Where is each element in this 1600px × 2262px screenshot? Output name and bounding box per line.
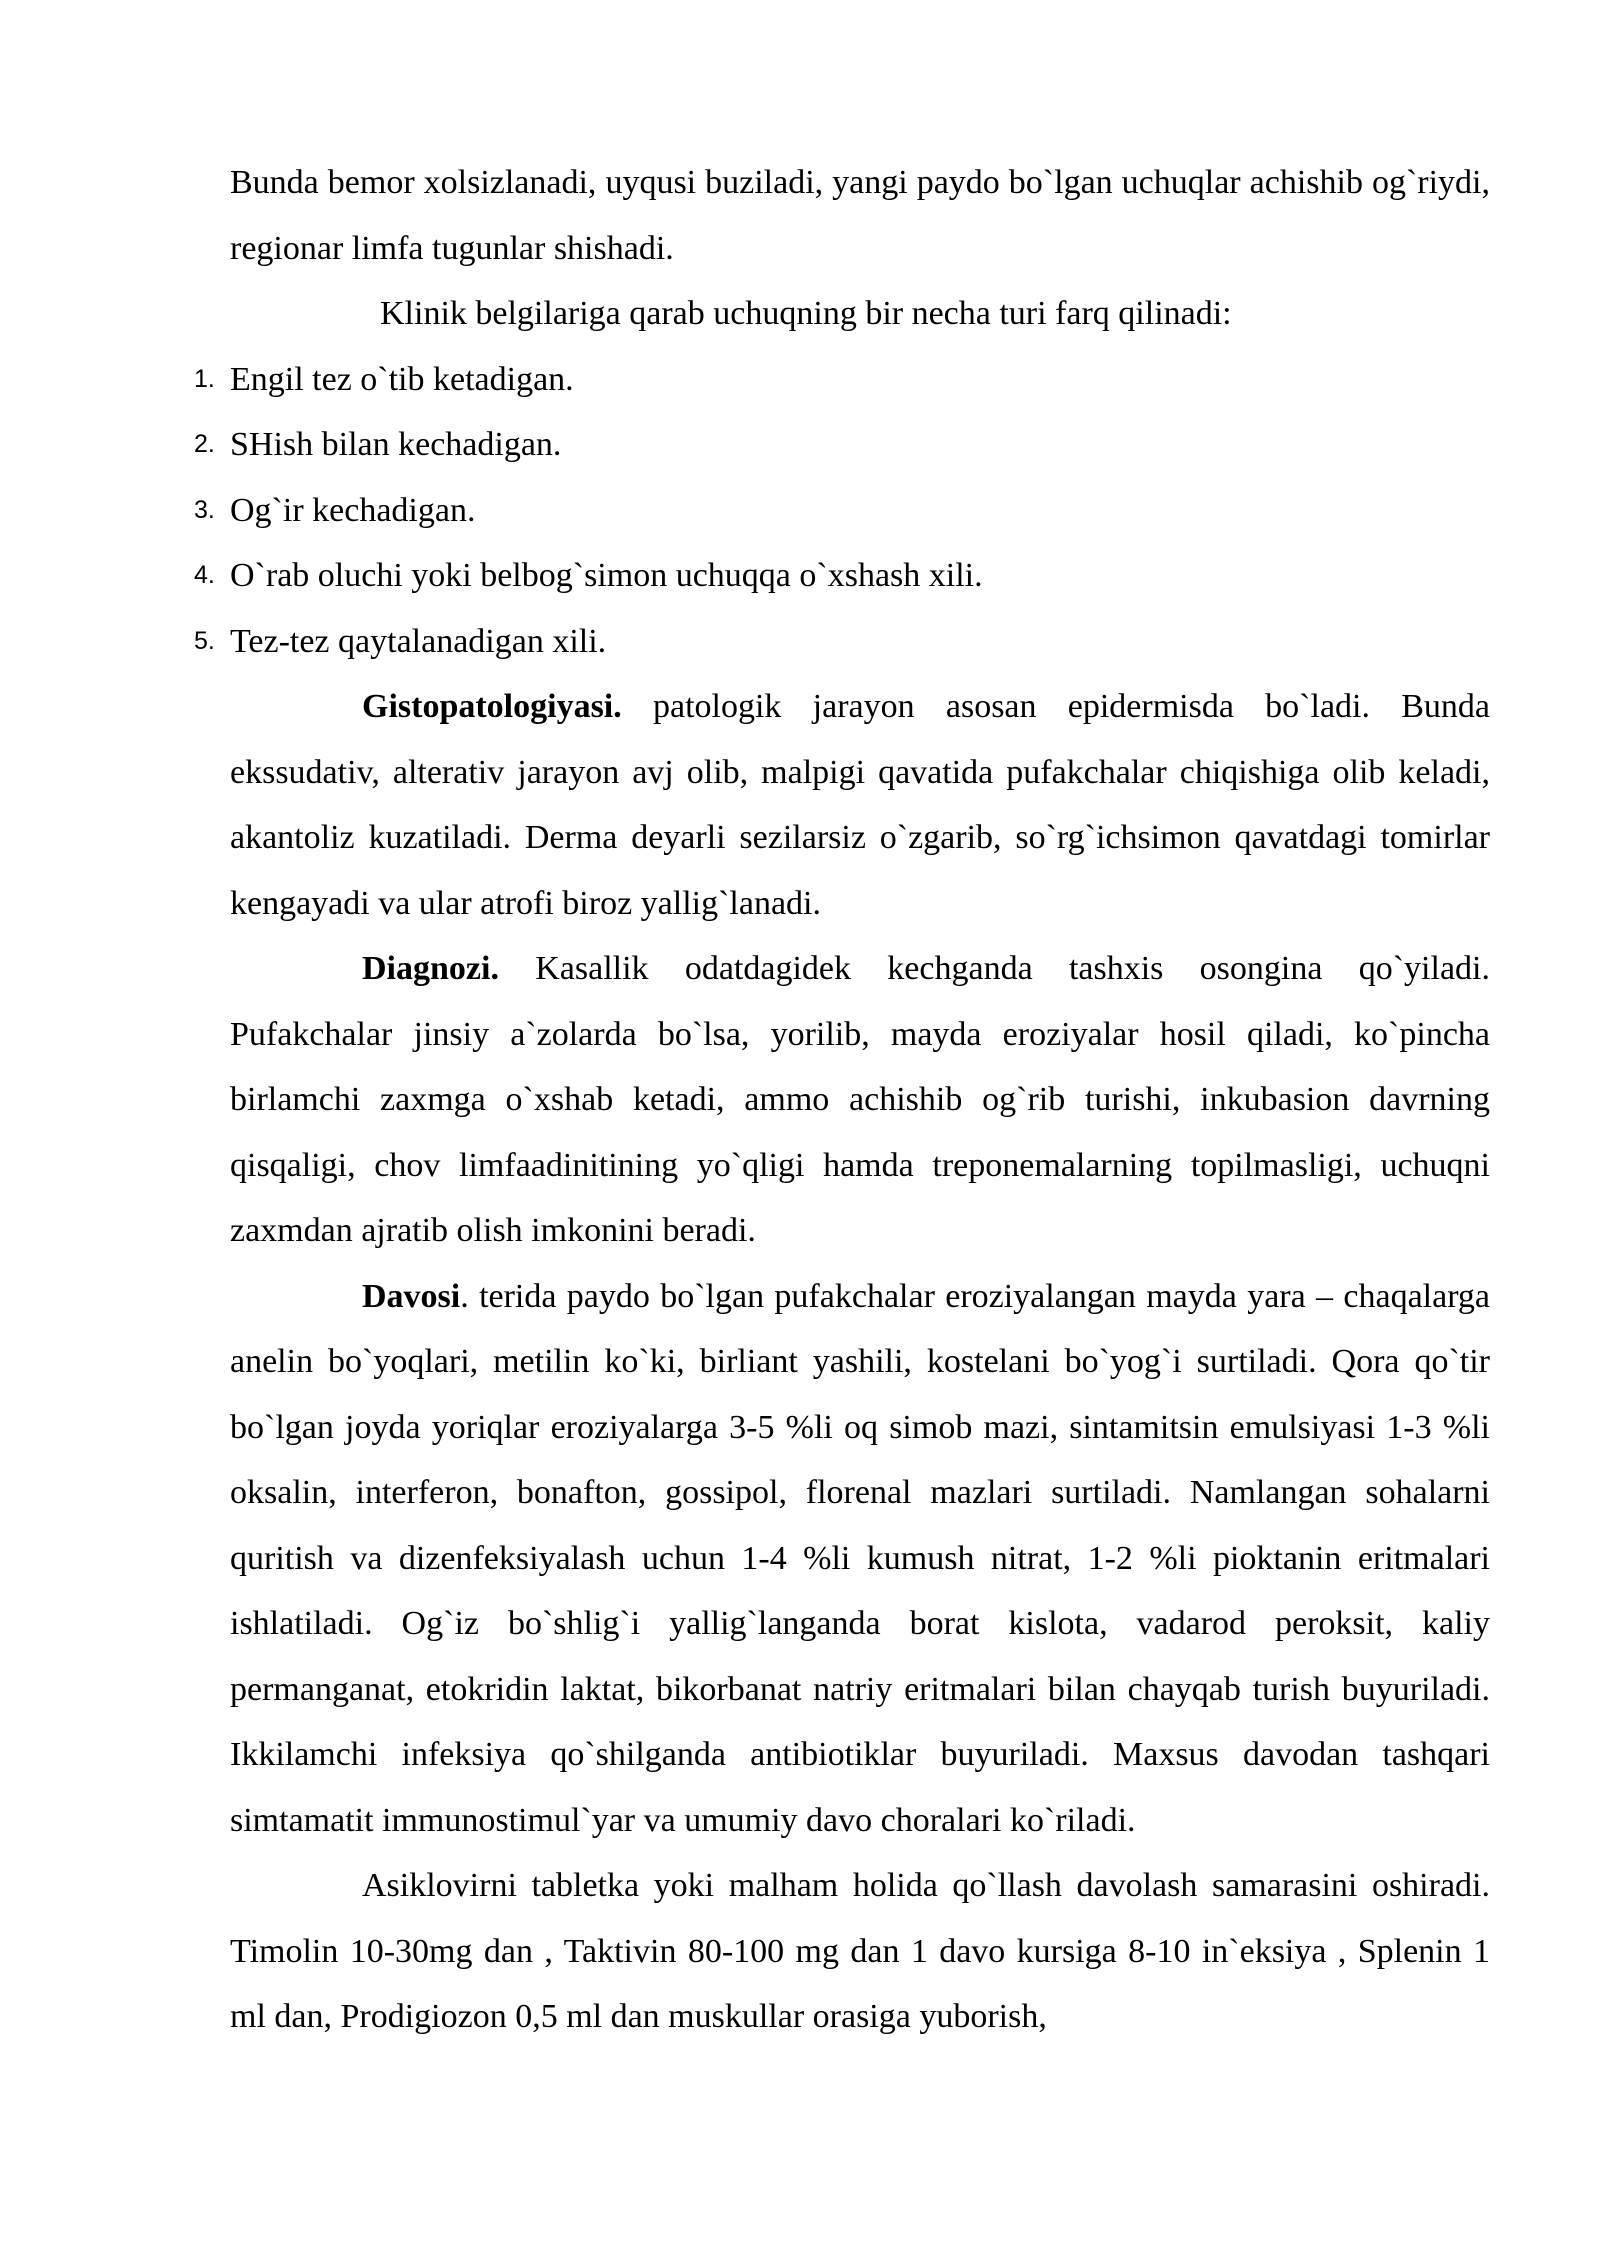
list-item [194, 543, 1490, 609]
list-item [194, 347, 1490, 413]
list-item [194, 412, 1490, 478]
section-heading-diagnosis: Diagnozi. [362, 950, 499, 987]
list-number: 5. [194, 626, 215, 655]
paragraph-treatment [230, 1264, 1490, 1854]
list-item-text: Tez-tez qaytalanadigan xili. [230, 622, 607, 660]
list-item-text: SHish bilan kechadigan. [230, 426, 562, 463]
list-number: 3. [194, 495, 215, 524]
list-item [194, 609, 1490, 675]
treatment-text: . terida paydo bo`lgan pufakchalar eroziyalangan mayda yara – chaqalarga anelin bo`yoqlari, metilin ko`ki, birliant yashili, kostelani bo`yog`i surtiladi. Qora qo`tir bo`lgan joyda yoriqlar eroziyalarga 3-5 %li oq simob mazi, sintamitsin emulsiyasi 1-3 %li oksalin, interferon, bonafton, gossipol, florenal mazlari surtiladi. Namlangan sohalarni quritish va dizenfeksiyalash uchun 1-4 %li kumush nitrat, 1-2 %li pioktanin eritmalari ishlatiladi. Og`iz bo`shlig`i yallig`langanda borat kislota, vadarod peroksit, kaliy permanganat, etokridin laktat, bikorbanat natriy eritmalari bilan chayqab turish buyuriladi. Ikkilamchi infeksiya qo`shilganda antibiotiklar buyuriladi. Maxsus davodan tashqari simtamatit immunostimul`yar va umumiy davo choralari ko`riladi. [230, 1277, 1490, 1839]
paragraph-symptoms: Bunda bemor xolsizlanadi, uyqusi buziladi, yangi paydo bo`lgan uchuqlar achishib og`riydi, regionar limfa tugunlar shishadi. [230, 164, 1490, 267]
list-item-text: Og`ir kechadigan. [230, 491, 476, 529]
diagnosis-text: Kasallik odatdagidek kechganda tashxis osongina qo`yiladi. Pufakchalar jinsiy a`zolarda bo`lsa, yorilib, mayda eroziyalar hosil qiladi, ko`pincha birlamchi zaxmga o`xshab ketadi, ammo achishib og`rib turishi, inkubasion davrning qisqaligi, chov limfaadinitining yo`qligi hamda treponemalarning topilmasligi, uchuqni zaxmdan ajratib olish imkonini beradi. [230, 950, 1490, 1249]
list-item [194, 478, 1490, 544]
list-item-text: Engil tez o`tib ketadigan. [230, 360, 574, 398]
list-item-text: O`rab oluchi yoki belbog`simon uchuqqa o`xshash xili. [230, 557, 983, 594]
section-heading-histopathology: Gistopatologiyasi. [362, 688, 622, 725]
paragraph-diagnosis [230, 936, 1490, 1264]
histopathology-text: patologik jarayon asosan epidermisda bo`ladi. Bunda ekssudativ, alterativ jarayon avj olib, malpigi qavatida pufakchalar chiqishiga olib keladi, akantoliz kuzatiladi. Derma deyarli sezilarsiz o`zgarib, so`rg`ichsimon qavatdagi tomirlar kengayadi va ular atrofi biroz yallig`lanadi. [230, 688, 1490, 922]
section-heading-treatment: Davosi [362, 1277, 461, 1315]
document-body [194, 150, 1490, 2050]
paragraph-types-intro: Klinik belgilariga qarab uchuqning bir necha turi farq qilinadi: [380, 295, 1232, 332]
types-list [194, 347, 1490, 675]
list-number: 1. [194, 364, 215, 393]
paragraph-histopathology [230, 674, 1490, 936]
paragraph-acyclovir: Asiklovirni tabletka yoki malham holida qo`llash davolash samarasini oshiradi. Timolin 10-30mg dan , Taktivin 80-100 mg dan 1 davo kursiga 8-10 in`eksiya , Splenin 1 ml dan, Prodigiozon 0,5 ml dan muskullar orasiga yuborish, [230, 1867, 1490, 2035]
list-number: 4. [194, 561, 215, 589]
list-number: 2. [194, 430, 215, 458]
